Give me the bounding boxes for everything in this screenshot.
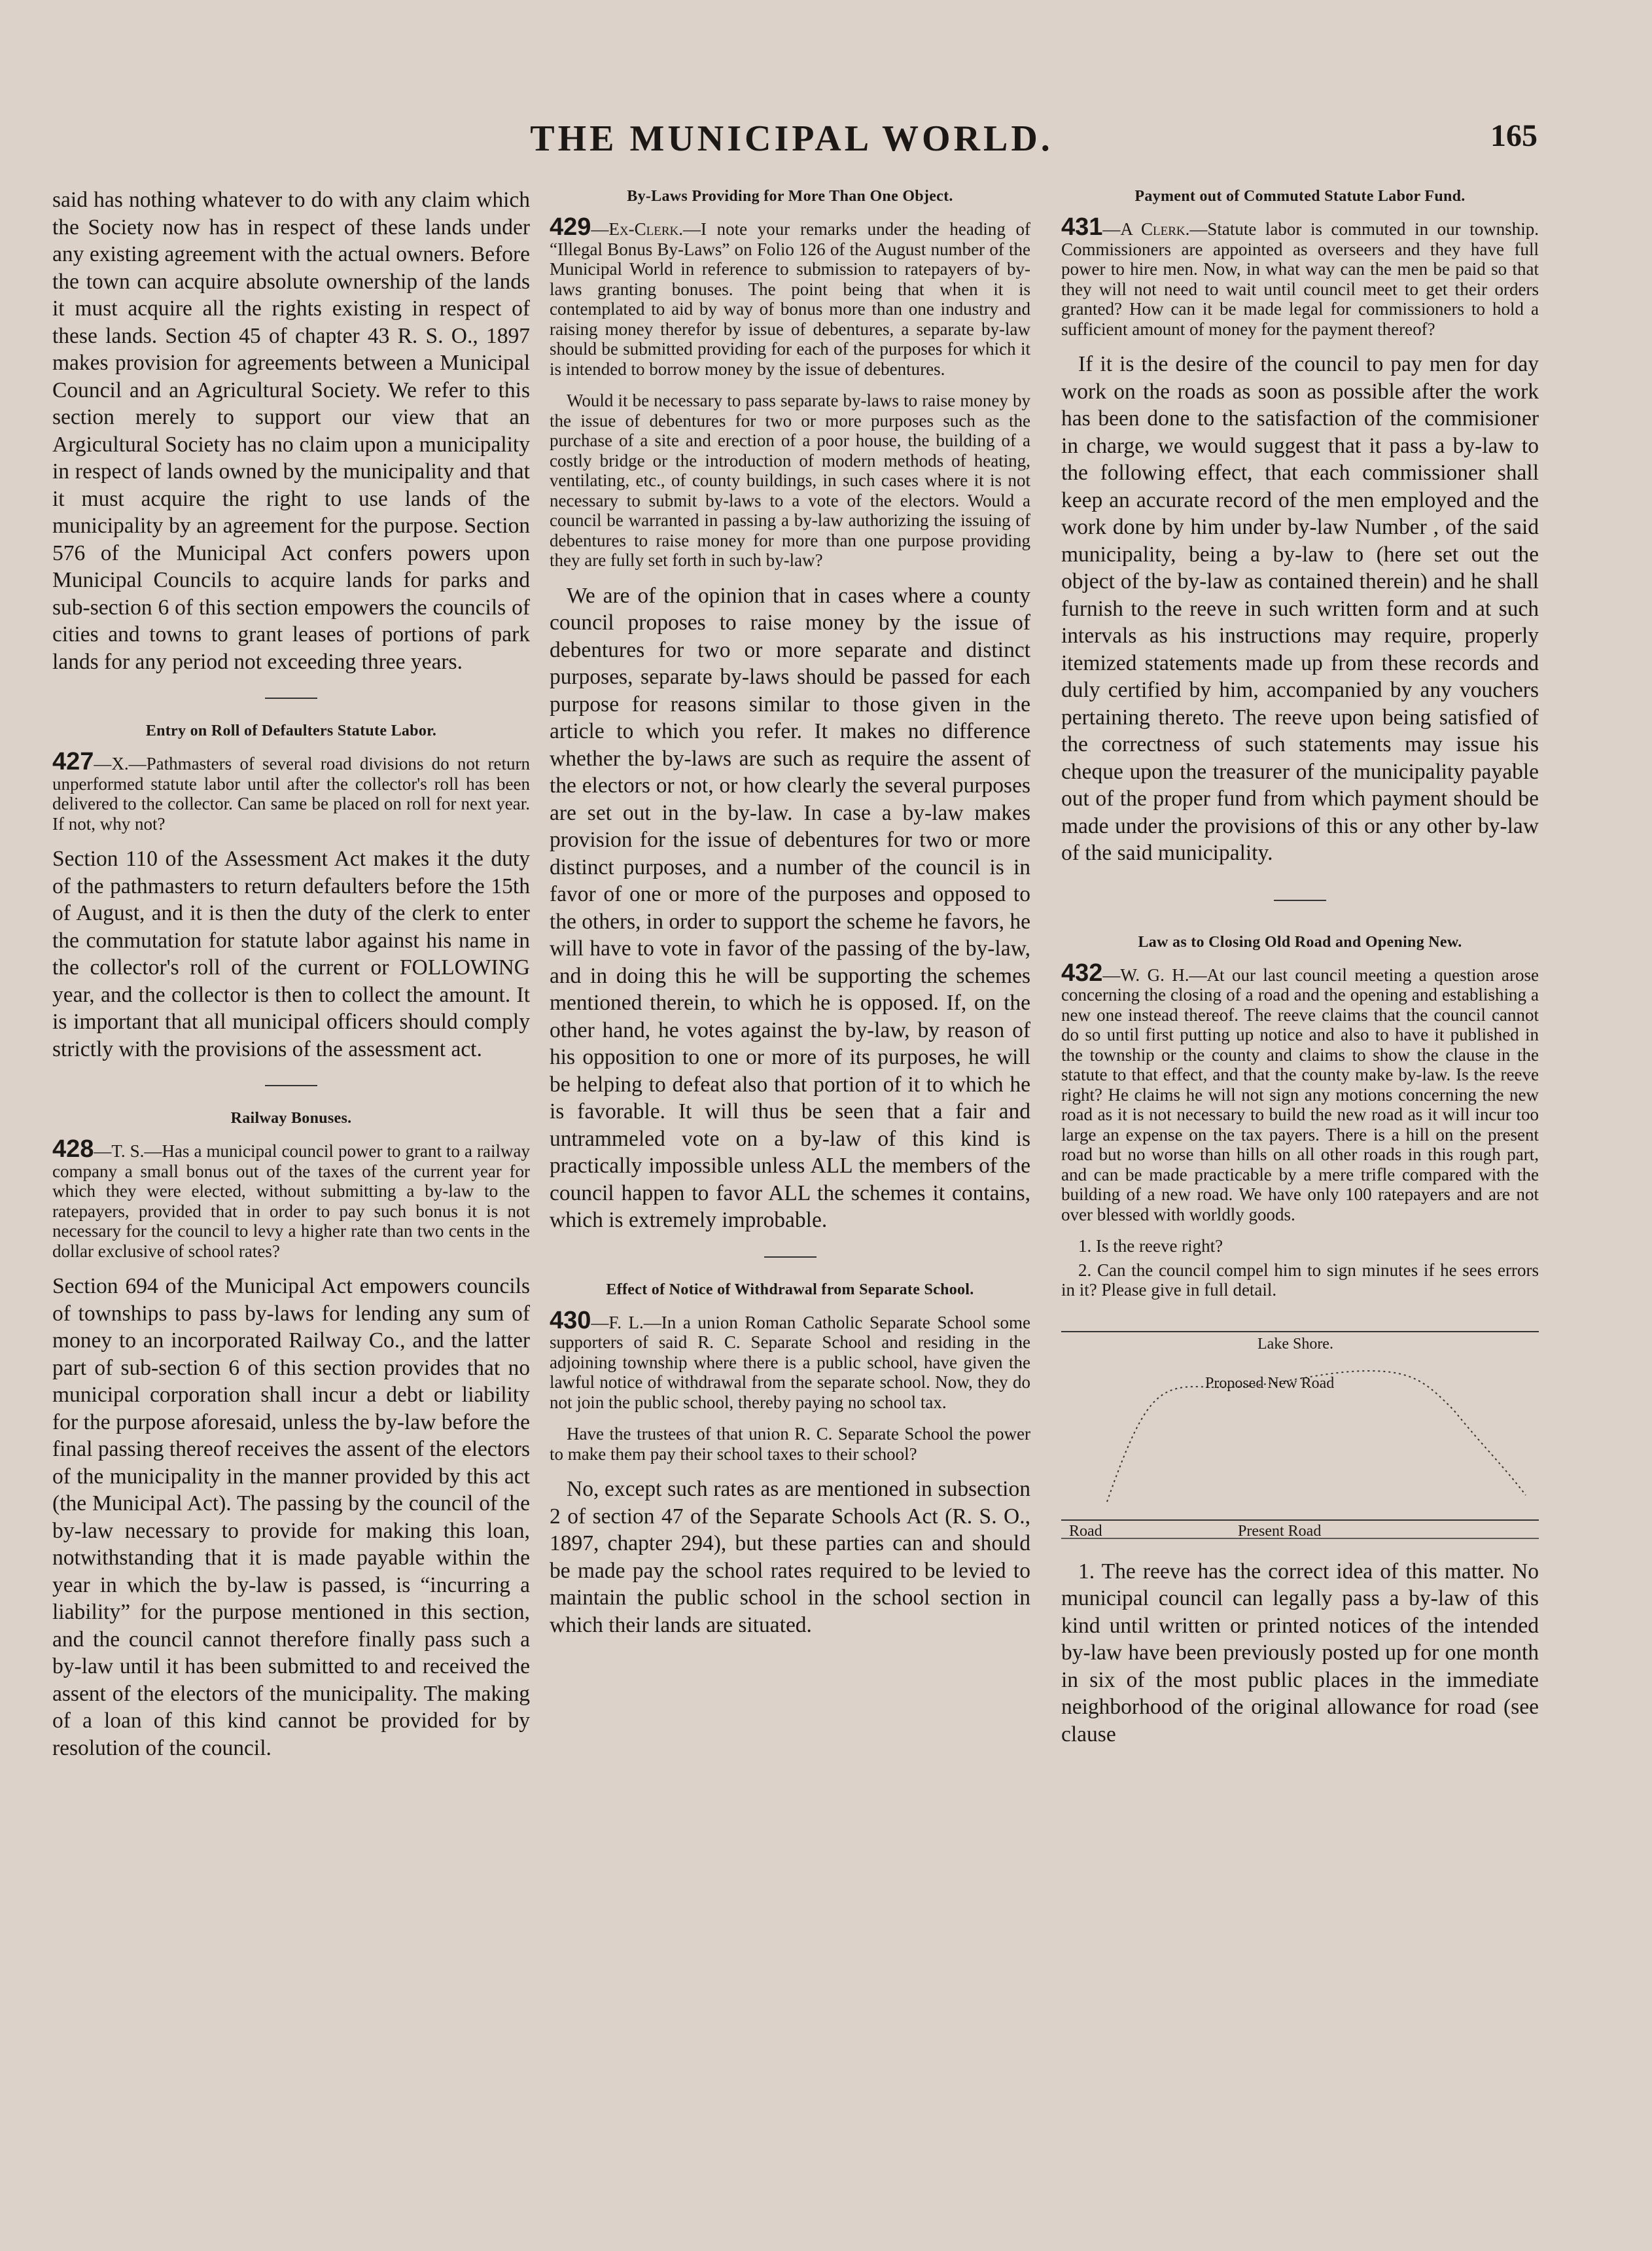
query-431 [1061, 213, 1539, 339]
query-text: At our last council meeting a question arose concerning the closing of a road and the opening and establishing a new one instead thereof. The reeve claims that the council cannot do so until first putting up notice and also to have it published in the township or the county and claims to show the clause in the statute to that effect, and that the county make by-law. Is the reeve right? He claims he will not sign any motions concerning the new road as it is not necessary to build the new road as it will incur too large an expense on the tax payers. There is a hill on the present road but no worse than hills on all other roads in this rough part, and can be made practicable by a mere trifle compared with the building of a new road. We have only 100 ratepayers and are not over blessed with worldly goods. [1061, 965, 1539, 1224]
query-432 [1061, 959, 1539, 1225]
label-proposed-road: Proposed New Road [1205, 1374, 1335, 1392]
heading-429: By-Laws Providing for More Than One Object. [627, 188, 953, 205]
heading-432: Law as to Closing Old Road and Opening New. [1138, 933, 1462, 951]
heading-428: Railway Bonuses. [230, 1110, 352, 1127]
column-3 [1061, 186, 1539, 2228]
query-author: —A Clerk.— [1102, 219, 1208, 239]
page-number: 165 [1490, 118, 1538, 153]
answer-428: Section 694 of the Municipal Act empowers councils of townships to pass by-laws for lending any sum of money to an incorporated Railway Co., and the latter part of sub-section 6 of this section provides that no municipal corporation shall incur a debt or liability for the purpose aforesaid, unless the by-law before the final passing thereof receives the assent of the electors of the municipality in the manner provided by this act (the Municipal Act). The passing by the council of the by-law necessary to provide for making this loan, notwithstanding that it is made payable within the year in which the by-law is passed, is “incurring a liability” for the purpose mentioned in this section, and the council cannot therefore finally pass such a by-law until it has been submitted to and received the assent of the electors of the municipality. The making of a loan of this kind cannot be provided for by resolution of the council. [52, 1274, 530, 1760]
query-text: Has a municipal council power to grant to a railway company a small bonus out of the taxes of the current year for which they were elected, without submitting a by-law to the ratepayers, provided that in order to pay such bonus it is not necessary for the council to levy a higher rate than two cents in the dollar exclusive of school rates? [52, 1141, 530, 1261]
answer-430: No, except such rates as are mentioned in subsection 2 of section 47 of the Separate Schools Act (R. S. O., 1897, chapter 294), but these parties can and should be made pay the school rates required to be levied to maintain the public school in the school section in which their lands are situated. [550, 1477, 1030, 1637]
query-number: 431 [1061, 213, 1103, 241]
label-road: Road [1069, 1522, 1102, 1540]
query-author: —W. G. H.— [1102, 965, 1207, 985]
query-428 [52, 1135, 530, 1261]
query-number: 432 [1061, 959, 1103, 987]
answer-431: If it is the desire of the council to pay men for day work on the roads as soon as possible after the work has been done to the satisfaction of the commisioner in charge, we would suggest that it pass a by-law to the following effect, that each commissioner shall keep an accurate record of the men employed and the work done by him under by-law Number , of the said municipality, being a by-law to (here set out the object of the by-law as contained therein) and he shall furnish to the reeve in such written form and at such intervals as his instructions may require, properly itemized statements made up from these records and duly certified by him, accompanied by any vouchers pertaining thereto. The reeve upon being satisfied of the correctness of such statements may issue his cheque upon the treasurer of the municipality payable out of the proper fund from which payment should be made under the provisions of this or any other by-law of the said municipality. [1061, 352, 1539, 865]
section-divider [265, 1085, 317, 1086]
query-number: 430 [550, 1306, 591, 1334]
query-430 [550, 1306, 1030, 1413]
heading-431: Payment out of Commuted Statute Labor Fund. [1134, 188, 1466, 205]
query-432-item-1: 1. Is the reeve right? [1078, 1236, 1223, 1256]
column-2 [550, 186, 1030, 2228]
query-430-continued: Have the trustees of that union R. C. Separate School the power to make them pay their school taxes to their school? [550, 1424, 1030, 1464]
query-author: —F. L.— [591, 1312, 661, 1332]
continued-answer: said has nothing whatever to do with any claim which the Society now has in respect of these lands under any existing agreement with the actual owners. Before the town can acquire absolute ownership of the lands it must acquire all the rights existing in respect of these lands. Section 45 of chapter 43 R. S. O., 1897 makes provision for agreements between a Municipal Council and an Agricultural Society. We refer to this section merely to support our view that an Argicultural Society has no claim upon a municipality in respect of lands owned by the municipality and that it must acquire the right to use lands of the municipality by an agreement for the purpose. Section 576 of the Municipal Act confers powers upon Municipal Councils to acquire lands for parks and sub-section 6 of this section empowers the councils of cities and towns to grant leases of portions of park lands for any period not exceeding three years. [52, 188, 530, 674]
query-text: In a union Roman Catholic Separate School some supporters of said R. C. Separate School and residing in the adjoining township where there is a public school, have given the lawful notice of withdrawal from the separate school. Now, they do not join the public school, thereby paying no school tax. [550, 1312, 1030, 1412]
heading-427: Entry on Roll of Defaulters Statute Labor. [145, 722, 437, 739]
query-427 [52, 748, 530, 834]
query-text: I note your remarks under the heading of “Illegal Bonus By-Laws” on Folio 126 of the August number of the Municipal World in reference to submission to ratepayers of by-laws granting bonuses. The point being that when it is contemplated to aid by way of bonus more than one industry and raising money therefor by issue of debentures, a separate by-law should be submitted providing for each of the purposes for which it is intended to borrow money by the issue of debentures. [550, 219, 1030, 379]
query-number: 428 [52, 1135, 94, 1163]
answer-432: 1. The reeve has the correct idea of this matter. No municipal council can legally pass a by-law of this kind until written or printed notices of the intended by-law have been previously posted up for one month in six of the most public places in the immediate neighborhood of the original allowance for road (see clause [1061, 1559, 1539, 1746]
query-number: 427 [52, 748, 94, 775]
label-present-road: Present Road [1238, 1522, 1322, 1540]
query-author: —T. S.— [94, 1141, 162, 1161]
query-text: Pathmasters of several road divisions do not return unperformed statute labor until after the collector's roll has been delivered to the collector. Can same be placed on roll for next year. If not, why not? [52, 754, 530, 834]
section-divider [265, 698, 317, 699]
query-text: Statute labor is commuted in our township. Commissioners are appointed as overseers and they have full power to hire men. Now, in what way can the men be paid so that they will not need to wait until council meet to get their orders granted? How can it be made legal for commissioners to hold a sufficient amount of money for the payment thereof? [1061, 219, 1539, 339]
query-number: 429 [550, 213, 591, 241]
section-divider [1274, 900, 1326, 901]
label-lake-shore: Lake Shore. [1257, 1335, 1333, 1353]
heading-430: Effect of Notice of Withdrawal from Separate School. [606, 1281, 974, 1298]
query-author: —Ex-Clerk.— [591, 219, 701, 239]
section-divider [764, 1256, 817, 1258]
answer-427: Section 110 of the Assessment Act makes it the duty of the pathmasters to return defaulters before the 15th of August, and it is then the duty of the clerk to enter the commutation for statute labor against his name in the collector's roll of the current or FOLLOWING year, and the collector is then to collect the amount. It is important that all municipal officers should comply strictly with the provisions of the assessment act. [52, 847, 530, 1061]
column-1 [52, 186, 530, 2228]
road-diagram [1061, 1312, 1539, 1548]
query-author: —X.— [94, 754, 147, 773]
journal-title: THE MUNICIPAL WORLD. [530, 118, 1053, 159]
answer-429: We are of the opinion that in cases where a county council proposes to raise money by the issue of debentures for two or more separate and distinct purposes, separate by-laws should be passed for each purpose for reasons similar to those given in the article to which you refer. It makes no difference whether the by-laws are such as require the assent of the electors or not, or how clearly the several purposes are set out in the by-law. In case a by-law makes provision for the issue of debentures for two or more distinct purposes, and a number of the council is in favor of one or more of the purposes and opposed to the others, in order to support the scheme he favors, he will have to vote in favor of the passing of the by-law, and in doing this he will be supporting the schemes mentioned therein, to which he is opposed. If, on the other hand, he votes against the by-law, by reason of his opposition to one or more of its purposes, he will be helping to defeat also that portion of it to which he is favorable. It will thus be seen that a fair and untrammeled vote on a by-law of this kind is practically impossible unless ALL the members of the council happen to favor ALL the schemes it contains, which is extremely improbable. [550, 583, 1030, 1232]
query-432-item-2: 2. Can the council compel him to sign minutes if he sees errors in it? Please give in full detail. [1061, 1260, 1539, 1300]
page-header [46, 118, 1538, 170]
query-429-continued: Would it be necessary to pass separate by-laws to raise money by the issue of debentures for two or more purposes such as the purchase of a site and erection of a poor house, the building of a costly bridge or the introduction of modern methods of heating, ventilating, etc., of county buildings, in such cases where it is not necessary to submit by-laws to a vote of the electors. Would a council be warranted in passing a by-law authorizing the issuing of debentures to raise money for more than one purpose providing they are fully set forth in such by-law? [550, 391, 1030, 570]
query-429 [550, 213, 1030, 379]
